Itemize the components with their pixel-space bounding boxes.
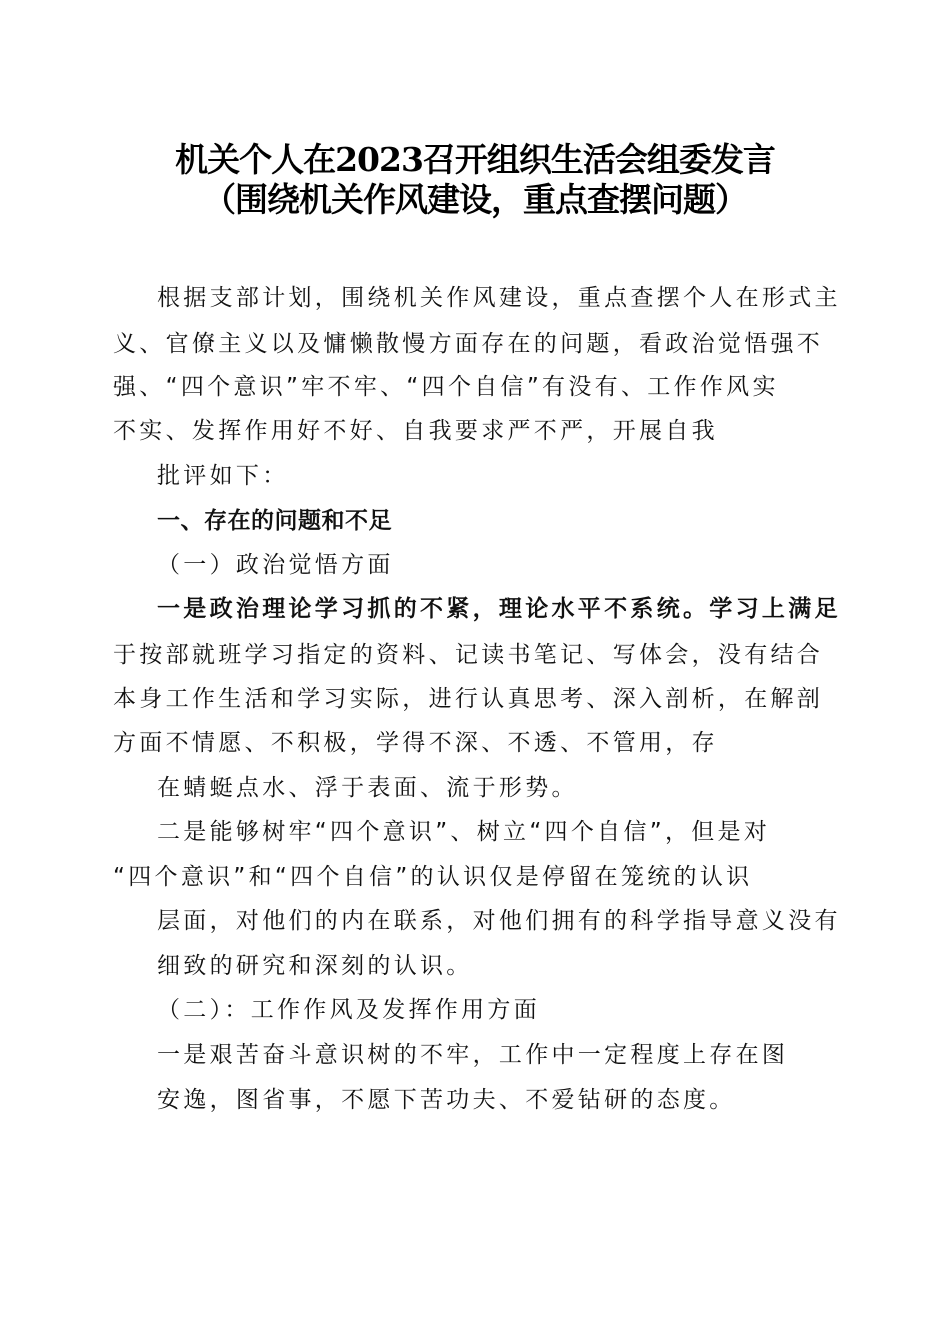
paragraph-line: 细致的研究和深刻的认识。: [157, 953, 473, 979]
intro-line: 不实、发挥作用好不好、自我要求严不严，开展自我: [113, 418, 718, 444]
intro-line: 强、“四个意识”牢不牢、“四个自信”有没有、工作作风实: [113, 374, 779, 400]
section-heading: 一、存在的问题和不足: [157, 508, 392, 534]
intro-line: 批评如下：: [157, 463, 289, 489]
intro-line: 根据支部计划，围绕机关作风建设，重点查摆个人在形式主: [157, 285, 841, 311]
paragraph-line: 本身工作生活和学习实际，进行认真思考、深入剖析，在解剖: [113, 686, 824, 712]
document-title-line1: 机关个人在2023召开组织生活会组委发言: [175, 140, 775, 179]
intro-line: 义、官僚主义以及慵懒散慢方面存在的问题，看政治觉悟强不: [113, 331, 824, 357]
subsection-heading: （二）：工作作风及发挥作用方面: [157, 997, 540, 1023]
subsection-heading: （一）政治觉悟方面: [157, 552, 394, 578]
paragraph-line: 二是能够树牢“四个意识”、树立“四个自信”，但是对: [157, 819, 771, 845]
paragraph-line: 于按部就班学习指定的资料、记读书笔记、写体会，没有结合: [113, 642, 824, 668]
paragraph-line: 一是政治理论学习抓的不紧，理论水平不系统。学习上满足: [157, 596, 841, 622]
paragraph-line: 在蜻蜓点水、浮于表面、流于形势。: [157, 775, 578, 801]
paragraph-line: 一是艰苦奋斗意识树的不牢，工作中一定程度上存在图: [157, 1042, 789, 1068]
paragraph-line: 层面，对他们的内在联系，对他们拥有的科学指导意义没有: [157, 908, 841, 934]
paragraph-line: “四个意识”和“四个自信”的认识仅是停留在笼统的认识: [113, 864, 753, 890]
paragraph-line: 方面不情愿、不积极，学得不深、不透、不管用，存: [113, 730, 718, 756]
document-title-line2: （围绕机关作风建设，重点查摆问题）: [203, 180, 747, 219]
paragraph-line: 安逸，图省事，不愿下苦功夫、不爱钻研的态度。: [157, 1087, 736, 1113]
